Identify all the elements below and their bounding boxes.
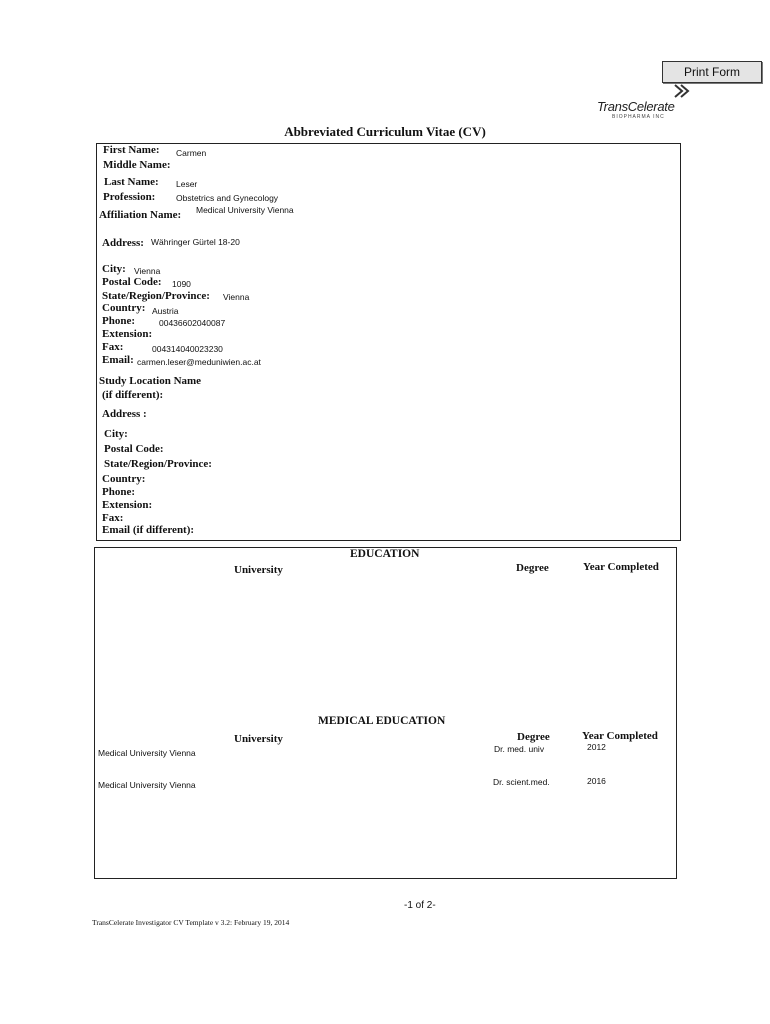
education-degree-header: Degree — [516, 562, 549, 574]
postal-code-field[interactable]: 1090 — [172, 279, 191, 289]
study-address-label: Address : — [102, 408, 147, 420]
study-fax-label: Fax: — [102, 512, 124, 524]
page-title: Abbreviated Curriculum Vitae (CV) — [284, 124, 486, 139]
state-label: State/Region/Province: — [102, 290, 210, 302]
address-field[interactable]: Währinger Gürtel 18-20 — [151, 237, 240, 247]
education-year-header: Year Completed — [583, 561, 659, 573]
study-state-label: State/Region/Province: — [104, 458, 212, 470]
email-field[interactable]: carmen.leser@meduniwien.ac.at — [137, 357, 261, 367]
medical-year-header: Year Completed — [582, 730, 658, 742]
education-university-header: University — [234, 564, 283, 576]
fax-field[interactable]: 004314040023230 — [152, 344, 223, 354]
study-city-label: City: — [104, 428, 128, 440]
first-name-field[interactable]: Carmen — [176, 148, 207, 158]
city-label: City: — [102, 263, 126, 275]
medical-row-1-degree[interactable]: Dr. med. univ — [494, 744, 545, 754]
country-field[interactable]: Austria — [152, 306, 179, 316]
logo-name: TransCelerate — [597, 99, 675, 114]
address-label: Address: — [102, 237, 144, 249]
study-location-label-qualifier: (if different): — [102, 389, 164, 401]
education-title: EDUCATION — [350, 548, 420, 560]
template-version: TransCelerate Investigator CV Template v 3.2: February 19, 2014 — [92, 918, 290, 927]
affiliation-label: Affiliation Name: — [99, 209, 182, 221]
medical-row-2-degree[interactable]: Dr. scient.med. — [493, 777, 550, 787]
transcelerate-logo-icon — [672, 82, 694, 100]
study-phone-label: Phone: — [102, 486, 135, 498]
phone-label: Phone: — [102, 315, 135, 327]
state-field[interactable]: Vienna — [223, 292, 250, 302]
profession-label: Profession: — [103, 191, 156, 203]
study-country-label: Country: — [102, 473, 146, 485]
last-name-field[interactable]: Leser — [176, 179, 198, 189]
affiliation-field[interactable]: Medical University Vienna — [196, 205, 294, 215]
medical-university-header: University — [234, 733, 283, 745]
medical-row-2-year[interactable]: 2016 — [587, 776, 606, 786]
print-form-button[interactable]: Print Form — [662, 61, 762, 83]
study-postal-code-label: Postal Code: — [104, 443, 164, 455]
logo-tagline: BIOPHARMA INC — [612, 114, 665, 120]
profession-field[interactable]: Obstetrics and Gynecology — [176, 193, 279, 203]
postal-code-label: Postal Code: — [102, 276, 162, 288]
last-name-label: Last Name: — [104, 176, 159, 188]
medical-row-1-university[interactable]: Medical University Vienna — [98, 748, 196, 758]
medical-row-2-university[interactable]: Medical University Vienna — [98, 780, 196, 790]
country-label: Country: — [102, 302, 146, 314]
phone-field[interactable]: 00436602040087 — [159, 318, 226, 328]
page-number: -1 of 2- — [404, 900, 436, 911]
study-extension-label: Extension: — [102, 499, 153, 511]
study-email-label: Email (if different): — [102, 524, 195, 536]
fax-label: Fax: — [102, 341, 124, 353]
education-box — [94, 547, 677, 879]
email-label: Email: — [102, 354, 134, 366]
study-location-label: Study Location Name — [99, 375, 202, 387]
medical-degree-header: Degree — [517, 731, 550, 743]
first-name-label: First Name: — [103, 144, 160, 156]
medical-row-1-year[interactable]: 2012 — [587, 742, 606, 752]
extension-label: Extension: — [102, 328, 153, 340]
middle-name-label: Middle Name: — [103, 159, 171, 171]
medical-education-title: MEDICAL EDUCATION — [318, 715, 446, 727]
city-field[interactable]: Vienna — [134, 266, 161, 276]
